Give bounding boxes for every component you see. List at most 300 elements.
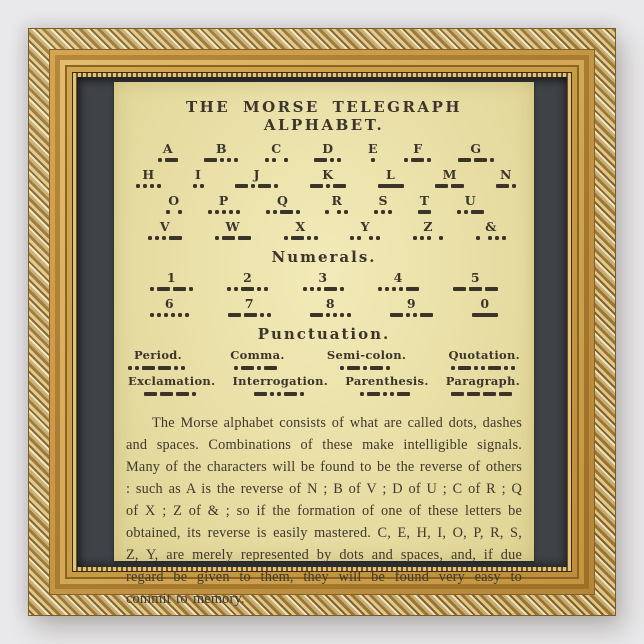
morse-dot — [392, 287, 396, 291]
morse-dot — [390, 392, 394, 396]
morse-dot — [333, 313, 337, 317]
character-label: L — [385, 167, 396, 182]
morse-dash — [238, 236, 251, 240]
morse-dash — [435, 184, 448, 188]
morse-dash — [310, 313, 323, 317]
character-label: & — [485, 219, 497, 234]
morse-dash — [483, 392, 496, 396]
numerals-heading: Numerals. — [271, 248, 377, 266]
morse-dash — [467, 392, 480, 396]
morse-dot — [360, 392, 364, 396]
character-label: G — [470, 141, 482, 156]
character-label: 1 — [166, 270, 177, 285]
character-label: N — [499, 167, 512, 182]
morse-dot — [340, 313, 344, 317]
morse-dot — [307, 236, 311, 240]
character-label: Y — [360, 219, 371, 234]
character-label: K — [322, 167, 334, 182]
morse-dot — [474, 366, 478, 370]
morse-cell-N — [496, 169, 516, 190]
morse-dot — [406, 313, 410, 317]
morse-dash — [324, 287, 337, 291]
morse-dot — [234, 158, 238, 162]
morse-dot — [296, 210, 300, 214]
character-label: T — [419, 193, 430, 208]
morse-dash — [173, 287, 186, 291]
morse-code — [314, 155, 341, 164]
morse-dot — [143, 184, 147, 188]
character-label: O — [168, 193, 180, 208]
character-label: 0 — [480, 296, 490, 311]
morse-dot — [128, 366, 132, 370]
morse-dot — [178, 210, 182, 214]
morse-dash — [241, 366, 254, 370]
morse-dot — [229, 210, 233, 214]
morse-dot — [386, 366, 390, 370]
morse-code — [457, 207, 484, 216]
morse-cell-9 — [390, 298, 433, 319]
punctuation-row — [126, 349, 522, 372]
morse-dot — [310, 287, 314, 291]
morse-dash — [458, 158, 471, 162]
dark-mat-board — [77, 77, 567, 607]
morse-dot — [481, 366, 485, 370]
morse-cell-Y — [350, 221, 380, 242]
morse-dash — [241, 287, 254, 291]
morse-dot — [181, 366, 185, 370]
morse-cell-T — [418, 195, 431, 216]
punctuation-cell — [128, 349, 188, 372]
punctuation-label: Quotation. — [448, 348, 520, 362]
morse-cell-W — [215, 221, 251, 242]
morse-dot — [350, 236, 354, 240]
morse-dot — [267, 313, 271, 317]
morse-dot — [136, 184, 140, 188]
morse-dot — [193, 184, 197, 188]
morse-dot — [215, 210, 219, 214]
morse-cell-8 — [310, 298, 351, 319]
morse-dash — [496, 184, 509, 188]
morse-row — [126, 221, 522, 242]
morse-dot — [274, 184, 278, 188]
character-label: P — [218, 193, 229, 208]
morse-cell-& — [476, 221, 506, 242]
morse-dot — [220, 158, 224, 162]
morse-cell-B — [204, 143, 238, 164]
morse-dot — [385, 287, 389, 291]
morse-dot — [178, 313, 182, 317]
morse-dash — [378, 184, 404, 188]
morse-dot — [337, 210, 341, 214]
morse-dot — [303, 287, 307, 291]
morse-dash — [165, 158, 178, 162]
morse-code — [235, 181, 278, 190]
punctuation-heading: Punctuation. — [257, 325, 391, 343]
morse-code — [266, 207, 300, 216]
poster-title: THE MORSE TELEGRAPH ALPHABET. — [185, 98, 463, 134]
character-label: 4 — [393, 270, 403, 285]
morse-dash — [485, 287, 498, 291]
morse-dash — [451, 184, 464, 188]
morse-cell-M — [435, 169, 464, 190]
character-label: 8 — [325, 296, 336, 311]
morse-dot — [166, 210, 170, 214]
morse-code — [413, 233, 443, 242]
character-label: I — [194, 167, 202, 182]
morse-dot — [376, 236, 380, 240]
morse-dot — [378, 287, 382, 291]
morse-dot — [464, 210, 468, 214]
morse-cell-V — [148, 221, 182, 242]
morse-dot — [451, 366, 455, 370]
morse-dot — [157, 313, 161, 317]
morse-dot — [277, 392, 281, 396]
morse-code — [150, 284, 193, 293]
punctuation-label: Exclamation. — [128, 374, 216, 388]
morse-cell-G — [458, 143, 494, 164]
character-label: S — [378, 193, 389, 208]
morse-dot — [427, 236, 431, 240]
morse-cell-P — [208, 195, 240, 216]
morse-cell-U — [457, 195, 484, 216]
punctuation-cell — [233, 375, 329, 398]
morse-dot — [340, 287, 344, 291]
morse-dot — [488, 236, 492, 240]
morse-dash — [488, 366, 501, 370]
morse-dot — [399, 287, 403, 291]
alphabet-code-rows — [126, 143, 522, 242]
morse-dash — [397, 392, 410, 396]
morse-dash — [347, 366, 360, 370]
morse-dash — [471, 210, 484, 214]
morse-dot — [300, 392, 304, 396]
morse-dot — [340, 366, 344, 370]
morse-row — [126, 143, 522, 164]
morse-cell-1 — [150, 272, 193, 293]
punctuation-cell — [230, 349, 284, 372]
morse-dot — [476, 236, 480, 240]
morse-dash — [291, 236, 304, 240]
morse-dash — [367, 392, 380, 396]
morse-row — [126, 169, 522, 190]
morse-dot — [511, 366, 515, 370]
morse-dot — [148, 236, 152, 240]
morse-dot — [189, 287, 193, 291]
morse-code — [451, 363, 518, 372]
character-label: E — [367, 141, 378, 156]
morse-dash — [458, 366, 471, 370]
morse-dash — [390, 313, 403, 317]
morse-dot — [234, 287, 238, 291]
morse-dash — [314, 158, 327, 162]
character-label: 2 — [243, 270, 253, 285]
character-label: F — [413, 141, 423, 156]
morse-dot — [200, 184, 204, 188]
character-label: 3 — [318, 270, 328, 285]
morse-code — [451, 389, 515, 398]
morse-code — [350, 233, 380, 242]
morse-cell-3 — [303, 272, 344, 293]
morse-cell-I — [193, 169, 204, 190]
morse-dash — [264, 366, 277, 370]
morse-dash — [228, 313, 241, 317]
morse-dot — [325, 210, 329, 214]
morse-dash — [406, 287, 419, 291]
morse-code — [453, 284, 498, 293]
morse-code — [136, 181, 161, 190]
morse-dash — [244, 313, 257, 317]
morse-code — [390, 310, 433, 319]
morse-dot — [357, 236, 361, 240]
morse-dot — [227, 158, 231, 162]
morse-cell-C — [265, 143, 288, 164]
morse-code — [254, 389, 307, 398]
morse-dot — [158, 158, 162, 162]
morse-dot — [371, 158, 375, 162]
morse-dot — [257, 366, 261, 370]
character-label: 5 — [470, 270, 481, 285]
morse-cell-A — [158, 143, 178, 164]
character-label: 7 — [244, 296, 255, 311]
morse-dash — [169, 236, 182, 240]
morse-code — [128, 363, 188, 372]
morse-dot — [135, 366, 139, 370]
morse-dot — [257, 287, 261, 291]
morse-dash — [469, 287, 482, 291]
morse-code — [360, 389, 413, 398]
morse-dot — [171, 313, 175, 317]
punctuation-label: Paragraph. — [445, 374, 520, 388]
morse-row — [126, 195, 522, 216]
morse-dot — [381, 210, 385, 214]
morse-code — [265, 155, 288, 164]
morse-code — [325, 207, 348, 216]
morse-dot — [314, 236, 318, 240]
morse-code — [310, 310, 351, 319]
morse-dot — [155, 236, 159, 240]
punctuation-label: Parenthesis. — [345, 374, 429, 388]
morse-dot — [413, 313, 417, 317]
morse-dot — [215, 236, 219, 240]
punctuation-cell — [128, 375, 215, 398]
morse-cell-O — [166, 195, 182, 216]
gold-ornate-picture-frame — [28, 28, 616, 616]
morse-dot — [264, 287, 268, 291]
punctuation-cell — [448, 349, 520, 372]
frame-molding-step-1 — [49, 49, 595, 607]
punctuation-cell — [345, 375, 428, 398]
morse-dot — [502, 236, 506, 240]
morse-dot — [150, 287, 154, 291]
character-label: C — [271, 141, 282, 156]
morse-code — [374, 207, 392, 216]
morse-dash — [142, 366, 155, 370]
morse-cell-D — [314, 143, 341, 164]
morse-code — [150, 310, 189, 319]
morse-alphabet-print — [114, 82, 534, 607]
morse-cell-X — [284, 221, 318, 242]
morse-cell-K — [310, 169, 346, 190]
morse-dot — [383, 392, 387, 396]
morse-dash — [254, 392, 267, 396]
frame-molding-step-3 — [60, 60, 584, 607]
morse-dot — [227, 287, 231, 291]
morse-dash — [453, 287, 466, 291]
morse-dot — [504, 366, 508, 370]
morse-dot — [326, 313, 330, 317]
morse-dash — [222, 236, 235, 240]
frame-beaded-edge — [73, 73, 571, 607]
morse-dot — [185, 313, 189, 317]
morse-dot — [495, 236, 499, 240]
character-label: W — [225, 219, 241, 234]
morse-dot — [162, 236, 166, 240]
morse-dot — [420, 236, 424, 240]
morse-dot — [260, 313, 264, 317]
punctuation-cell — [327, 349, 406, 372]
morse-dot — [150, 184, 154, 188]
morse-cell-Q — [266, 195, 300, 216]
morse-dash — [418, 210, 431, 214]
morse-dash — [258, 184, 271, 188]
frame-dark-groove — [72, 72, 572, 607]
morse-cell-F — [404, 143, 431, 164]
morse-code — [148, 233, 182, 242]
morse-dot — [347, 313, 351, 317]
morse-dash — [280, 210, 293, 214]
morse-dot — [344, 210, 348, 214]
morse-dot — [374, 210, 378, 214]
morse-dash — [420, 313, 433, 317]
character-label: J — [253, 167, 261, 182]
morse-dot — [251, 184, 255, 188]
morse-dot — [404, 158, 408, 162]
morse-code — [215, 233, 251, 242]
morse-dot — [157, 184, 161, 188]
morse-cell-Z — [413, 221, 443, 242]
morse-dot — [326, 184, 330, 188]
character-label: X — [295, 219, 306, 234]
morse-dash — [204, 158, 217, 162]
morse-code — [378, 181, 404, 190]
morse-dot — [164, 313, 168, 317]
morse-code — [227, 284, 268, 293]
morse-code — [378, 284, 419, 293]
morse-code — [303, 284, 344, 293]
morse-cell-2 — [227, 272, 268, 293]
morse-cell-J — [235, 169, 278, 190]
punctuation-label: Comma. — [230, 348, 285, 362]
morse-dash — [144, 392, 157, 396]
morse-cell-0 — [472, 298, 498, 319]
punctuation-label: Semi-colon. — [326, 348, 407, 362]
morse-code — [472, 310, 498, 319]
morse-dash — [310, 184, 323, 188]
morse-cell-4 — [378, 272, 419, 293]
morse-dash — [176, 392, 189, 396]
frame-molding-step-4 — [65, 65, 579, 607]
character-label: A — [162, 141, 174, 156]
morse-cell-R — [325, 195, 348, 216]
character-label: V — [159, 219, 171, 234]
morse-code — [476, 233, 506, 242]
morse-row — [126, 298, 522, 319]
morse-dash — [333, 184, 346, 188]
character-label: M — [442, 167, 457, 182]
punctuation-label: Interrogation. — [232, 374, 329, 388]
morse-dash — [474, 158, 487, 162]
morse-code — [435, 181, 464, 190]
character-label: D — [322, 141, 334, 156]
character-label: 6 — [164, 296, 175, 311]
morse-dot — [457, 210, 461, 214]
punctuation-row — [126, 375, 522, 398]
morse-cell-H — [136, 169, 161, 190]
morse-dot — [236, 210, 240, 214]
morse-code — [166, 207, 182, 216]
character-label: B — [215, 141, 228, 156]
character-label: U — [464, 193, 477, 208]
morse-dot — [265, 158, 269, 162]
morse-dot — [284, 158, 288, 162]
morse-cell-E — [368, 143, 378, 164]
morse-dash — [370, 366, 383, 370]
morse-cell-5 — [453, 272, 498, 293]
morse-dot — [337, 158, 341, 162]
morse-dot — [363, 366, 367, 370]
morse-dash — [157, 287, 170, 291]
morse-dash — [158, 366, 171, 370]
morse-row — [126, 272, 522, 293]
morse-dash — [451, 392, 464, 396]
morse-dot — [234, 366, 238, 370]
morse-cell-6 — [150, 298, 189, 319]
character-label: R — [331, 193, 343, 208]
morse-dot — [369, 236, 373, 240]
morse-dot — [512, 184, 516, 188]
morse-dot — [413, 236, 417, 240]
morse-code — [144, 389, 199, 398]
morse-dot — [150, 313, 154, 317]
morse-dot — [439, 236, 443, 240]
morse-dot — [388, 210, 392, 214]
morse-cell-7 — [228, 298, 271, 319]
morse-dot — [273, 210, 277, 214]
morse-code — [234, 363, 280, 372]
morse-dash — [284, 392, 297, 396]
morse-dot — [174, 366, 178, 370]
frame-molding-step-2 — [55, 55, 589, 607]
morse-code — [418, 207, 431, 216]
morse-code — [340, 363, 393, 372]
character-label: Q — [276, 193, 289, 208]
morse-dash — [235, 184, 248, 188]
morse-code — [458, 155, 494, 164]
morse-dash — [160, 392, 173, 396]
morse-dot — [317, 287, 321, 291]
morse-code — [496, 181, 516, 190]
morse-code — [208, 207, 240, 216]
character-label: H — [142, 167, 155, 182]
morse-dot — [192, 392, 196, 396]
morse-dot — [330, 158, 334, 162]
morse-code — [310, 181, 346, 190]
morse-dot — [222, 210, 226, 214]
morse-code — [371, 155, 375, 164]
morse-code — [404, 155, 431, 164]
morse-cell-L — [378, 169, 404, 190]
morse-code — [193, 181, 204, 190]
